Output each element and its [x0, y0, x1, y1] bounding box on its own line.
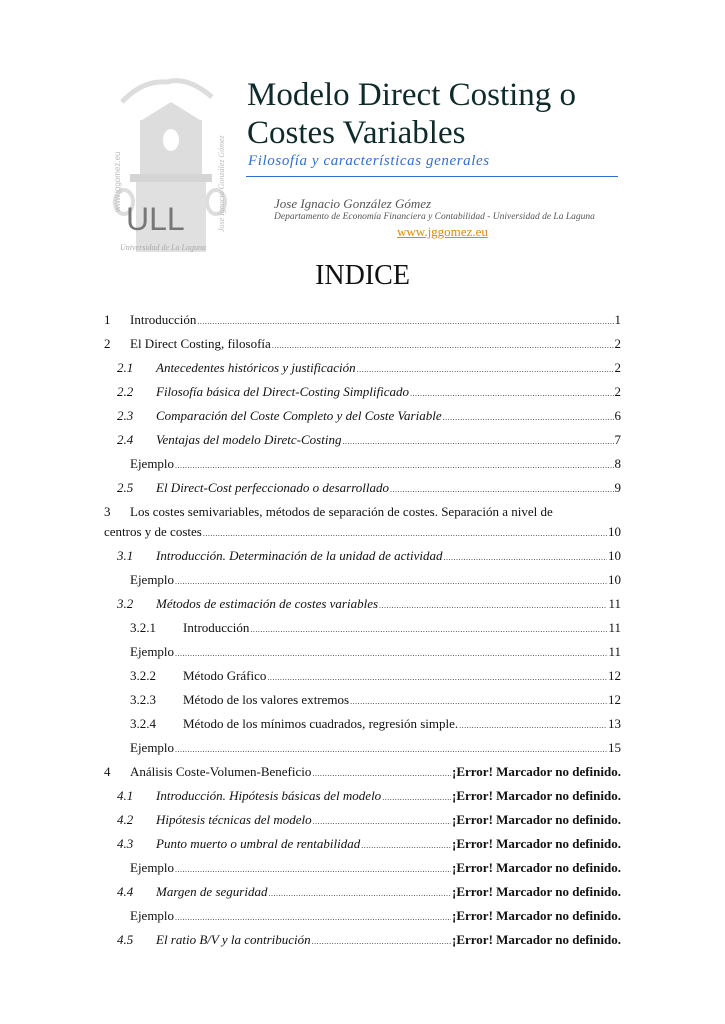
toc-entry-text: Método de los valores extremos [183, 692, 350, 707]
toc-entry[interactable] [104, 544, 621, 568]
toc-dot-leader [175, 642, 607, 666]
table-of-contents [104, 308, 621, 952]
toc-entry-text: El Direct-Cost perfeccionado o desarrollado [156, 480, 390, 495]
toc-entry[interactable] [104, 664, 621, 688]
toc-entry-page: 10 [608, 572, 621, 587]
toc-error-marker: ¡Error! Marcador no definido. [452, 908, 621, 923]
toc-entry-page: 11 [608, 644, 621, 659]
toc-entry-text: Método de los mínimos cuadrados, regresión simple. [183, 716, 459, 731]
toc-entry-text: Ventajas del modelo Diretc-Costing [156, 432, 342, 447]
toc-entry-number: 3.2.2 [130, 668, 156, 683]
toc-entry-text: Análisis Coste-Volumen-Beneficio [130, 764, 312, 779]
toc-entry-number: 4.2 [117, 812, 134, 827]
toc-entry-page: 12 [608, 668, 621, 683]
author-name: Jose Ignacio González Gómez [274, 196, 432, 211]
toc-entry-number: 1 [104, 312, 111, 327]
toc-entry[interactable] [104, 856, 621, 880]
index-heading: INDICE [315, 260, 410, 291]
toc-entry-text: Filosofía básica del Direct-Costing Simplificado [156, 384, 409, 399]
toc-entry-number: 3.2 [117, 596, 134, 611]
toc-dot-leader [267, 666, 607, 690]
toc-dot-leader [312, 762, 451, 786]
toc-dot-leader [443, 406, 614, 430]
toc-entry-number: 3 [104, 504, 111, 519]
toc-entry[interactable] [104, 568, 621, 592]
toc-dot-leader [382, 786, 451, 810]
toc-entry[interactable] [104, 712, 621, 736]
toc-entry-text: Los costes semivariables, métodos de separación de costes. Separación a nivel de [130, 504, 553, 519]
toc-entry-text: Ejemplo [130, 456, 175, 471]
toc-dot-leader [175, 906, 451, 930]
toc-dot-leader [312, 930, 451, 954]
toc-entry[interactable] [104, 356, 621, 380]
toc-entry-number: 4.5 [117, 932, 134, 947]
toc-entry-page: 10 [608, 524, 621, 539]
toc-error-marker: ¡Error! Marcador no definido. [452, 764, 621, 779]
toc-error-marker: ¡Error! Marcador no definido. [452, 932, 621, 947]
toc-error-marker: ¡Error! Marcador no definido. [452, 836, 621, 851]
toc-dot-leader [357, 358, 614, 382]
toc-entry-text: El Direct Costing, filosofía [130, 336, 271, 351]
toc-entry-page: 6 [614, 408, 621, 423]
toc-entry[interactable] [104, 332, 621, 356]
toc-error-marker: ¡Error! Marcador no definido. [452, 860, 621, 875]
toc-entry-number: 3.2.1 [130, 620, 156, 635]
toc-entry-page: 11 [608, 620, 621, 635]
toc-entry[interactable] [104, 880, 621, 904]
toc-entry[interactable] [104, 428, 621, 452]
toc-entry-text: Ejemplo [130, 860, 175, 875]
toc-error-marker: ¡Error! Marcador no definido. [452, 884, 621, 899]
toc-dot-leader [361, 834, 451, 858]
toc-entry[interactable] [104, 688, 621, 712]
toc-dot-leader [350, 690, 607, 714]
toc-dot-leader [203, 524, 607, 544]
toc-entry[interactable] [104, 308, 621, 332]
toc-entry-number: 4.3 [117, 836, 134, 851]
toc-dot-leader [175, 570, 607, 594]
svg-text:www.jggomez.eu: www.jggomez.eu [113, 151, 122, 212]
toc-entry-number: 2 [104, 336, 111, 351]
toc-entry-page: 13 [608, 716, 621, 731]
toc-entry-number: 2.3 [117, 408, 134, 423]
toc-dot-leader [379, 594, 607, 618]
toc-entry-text: Introducción [130, 312, 197, 327]
svg-text:Jose Ignacio González Gómez: Jose Ignacio González Gómez [217, 135, 226, 232]
toc-dot-leader [268, 882, 451, 906]
toc-entry-text: Método Gráfico [183, 668, 267, 683]
toc-entry-page: 1 [614, 312, 621, 327]
document-title [247, 76, 576, 152]
toc-entry-number: 3.2.4 [130, 716, 156, 731]
toc-entry[interactable] [104, 476, 621, 500]
toc-dot-leader [272, 334, 614, 358]
toc-entry[interactable] [104, 784, 621, 808]
toc-entry[interactable] [104, 640, 621, 664]
website-link[interactable]: www.jggomez.eu [397, 224, 488, 239]
svg-text:ULL: ULL [126, 201, 185, 237]
toc-entry-page: 7 [614, 432, 621, 447]
toc-entry-text: Ejemplo [130, 740, 175, 755]
toc-entry-page: 2 [614, 360, 621, 375]
toc-entry-number: 2.1 [117, 360, 134, 375]
toc-entry-page: 12 [608, 692, 621, 707]
title-divider [246, 176, 618, 177]
toc-dot-leader [444, 546, 607, 570]
toc-entry[interactable] [104, 452, 621, 476]
toc-entry-text-continued: centros y de costes [104, 524, 202, 539]
toc-entry-number: 4 [104, 764, 111, 779]
toc-entry-text: Hipótesis técnicas del modelo [156, 812, 312, 827]
toc-entry[interactable] [104, 404, 621, 428]
toc-entry-page: 2 [614, 384, 621, 399]
department: Departamento de Economía Financiera y Contabilidad - Universidad de La Laguna [274, 212, 595, 222]
toc-entry[interactable] [104, 760, 621, 784]
toc-entry-page: 11 [608, 596, 621, 611]
toc-dot-leader [175, 738, 607, 762]
toc-entry-number: 4.1 [117, 788, 134, 803]
toc-entry-text: Introducción. Determinación de la unidad de actividad [156, 548, 443, 563]
toc-dot-leader [197, 310, 613, 334]
toc-dot-leader [390, 478, 613, 502]
toc-entry-page: 10 [608, 548, 621, 563]
toc-entry-page: 9 [614, 480, 621, 495]
toc-entry-text: Ejemplo [130, 644, 175, 659]
toc-entry[interactable] [104, 928, 621, 952]
toc-dot-leader [250, 618, 607, 642]
toc-entry-page: 2 [614, 336, 621, 351]
toc-entry-number: 3.2.3 [130, 692, 156, 707]
toc-entry-text: Métodos de estimación de costes variables [156, 596, 379, 611]
toc-entry-text: Ejemplo [130, 572, 175, 587]
toc-entry-page: 15 [608, 740, 621, 755]
toc-entry-number: 2.5 [117, 480, 134, 495]
toc-dot-leader [342, 430, 613, 454]
toc-dot-leader [175, 858, 451, 882]
toc-entry[interactable] [104, 616, 621, 640]
title-line-1: Modelo Direct Costing o [247, 77, 577, 113]
toc-entry-number: 4.4 [117, 884, 134, 899]
toc-entry[interactable] [104, 380, 621, 404]
toc-entry-text: Comparación del Coste Completo y del Coste Variable [156, 408, 442, 423]
title-line-2: Costes Variables [247, 115, 466, 151]
toc-dot-leader [175, 454, 613, 478]
toc-entry[interactable] [104, 592, 621, 616]
toc-entry-text: Punto muerto o umbral de rentabilidad [156, 836, 361, 851]
toc-error-marker: ¡Error! Marcador no definido. [452, 788, 621, 803]
svg-text:Universidad de La Laguna: Universidad de La Laguna [120, 243, 206, 252]
toc-dot-leader [459, 714, 607, 738]
toc-entry-text: Ejemplo [130, 908, 175, 923]
toc-entry-number: 2.4 [117, 432, 134, 447]
toc-entry-page: 8 [614, 456, 621, 471]
toc-entry-number: 2.2 [117, 384, 134, 399]
toc-entry-text: Margen de seguridad [156, 884, 268, 899]
toc-dot-leader [313, 810, 451, 834]
toc-error-marker: ¡Error! Marcador no definido. [452, 812, 621, 827]
toc-entry-number: 3.1 [117, 548, 134, 563]
toc-entry[interactable] [104, 808, 621, 832]
toc-entry-text: Antecedentes históricos y justificación [156, 360, 356, 375]
toc-entry-text: El ratio B/V y la contribución [156, 932, 311, 947]
document-subtitle: Filosofía y características generales [248, 153, 490, 169]
toc-entry-text: Introducción [183, 620, 250, 635]
toc-entry[interactable] [104, 500, 621, 544]
toc-entry[interactable] [104, 736, 621, 760]
toc-dot-leader [410, 382, 614, 406]
toc-entry[interactable] [104, 832, 621, 856]
toc-entry-text: Introducción. Hipótesis básicas del modelo [156, 788, 382, 803]
toc-entry[interactable] [104, 904, 621, 928]
university-logo [112, 72, 230, 254]
